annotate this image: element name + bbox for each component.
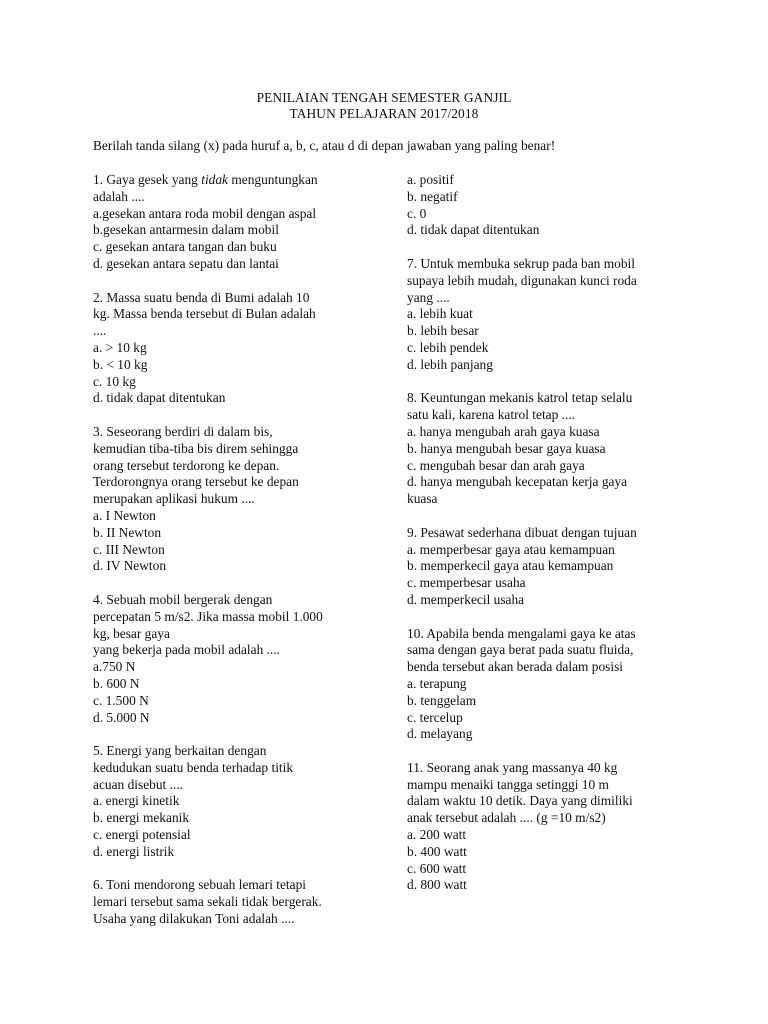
answer-option: c. 10 kg [93,373,136,389]
answer-option: d. 800 watt [407,877,467,893]
question-block [407,525,707,609]
question-block [93,743,393,861]
answer-option: d. IV Newton [93,558,167,574]
question-text-line: 2. Massa suatu benda di Bumi adalah 10 [93,289,310,305]
answer-option: d. tidak dapat ditentukan [93,390,226,406]
answer-option: d. energi listrik [93,843,175,859]
answer-option: b. 400 watt [407,843,467,859]
question-text-line: percepatan 5 m/s2. Jika massa mobil 1.000 [93,608,323,624]
answer-option: c. gesekan antara tangan dan buku [93,239,277,255]
block-spacer [93,273,393,290]
answer-option: b. hanya mengubah besar gaya kuasa [407,440,606,456]
answer-option: c. energi potensial [93,827,191,843]
question-block [93,424,393,575]
question-text-line: benda tersebut akan berada dalam posisi [407,659,624,675]
question-text-line: satu kali, karena katrol tetap .... [407,407,576,423]
question-text-line: 8. Keuntungan mekanis katrol tetap selalu [407,390,633,406]
question-block [407,172,707,239]
question-text-line: anak tersebut adalah .... (g =10 m/s2) [407,810,606,826]
answer-option: d. gesekan antara sepatu dan lantai [93,255,279,271]
question-text-line: kemudian tiba-tiba bis direm sehingga [93,440,299,456]
block-spacer [93,575,393,592]
question-text-line: yang bekerja pada mobil adalah .... [93,642,281,658]
question-block [407,256,707,374]
page-title: PENILAIAN TENGAH SEMESTER GANJIL [256,90,512,105]
answer-option: b. < 10 kg [93,356,148,372]
answer-option: c. mengubah besar dan arah gaya [407,457,585,473]
answer-option: d. melayang [407,726,473,742]
question-text-line: 11. Seorang anak yang massanya 40 kg [407,759,618,775]
block-spacer [93,407,393,424]
answer-option: a. > 10 kg [93,339,147,355]
block-spacer [407,609,707,626]
answer-option: d. memperkecil usaha [407,591,525,607]
question-text-line: kg, besar gaya [93,625,170,641]
answer-option: d. lebih panjang [407,356,493,372]
question-text-line: orang tersebut terdorong ke depan. [93,457,280,473]
block-spacer [407,374,707,391]
question-block [93,592,393,726]
answer-option: a. energi kinetik [93,793,180,809]
answer-option: b. energi mekanik [93,810,190,826]
question-block [93,290,393,408]
answer-option: c. 1.500 N [93,692,149,708]
question-block [407,760,707,894]
answer-option: c. lebih pendek [407,339,489,355]
question-block [93,172,393,273]
question-text-line: kuasa [407,491,438,507]
question-text-line: 9. Pesawat sederhana dibuat dengan tujuan [407,524,637,540]
question-text-line: 4. Sebuah mobil bergerak dengan [93,591,273,607]
question-text-line: mampu menaiki tangga setinggi 10 m [407,776,609,792]
answer-option: a. positif [407,172,454,187]
answer-option: d. hanya mengubah kecepatan kerja gaya [407,474,628,490]
answer-option: b. 600 N [93,675,140,691]
question-text-line: 10. Apabila benda mengalami gaya ke atas [407,625,636,641]
answer-option: a. memperbesar gaya atau kemampuan [407,541,615,557]
answer-option: b. II Newton [93,524,162,540]
answer-option: c. 0 [407,205,427,221]
answer-option: a. terapung [407,675,467,691]
question-text-line: acuan disebut .... [93,776,183,792]
answer-option: a. 200 watt [407,827,467,843]
answer-option: b. lebih besar [407,323,479,339]
question-text-line: .... [93,323,107,339]
question-text-line: Terdorongnya orang tersebut ke depan [93,474,299,490]
block-spacer [93,726,393,743]
block-spacer [407,743,707,760]
answer-option: c. III Newton [93,541,165,557]
question-text-line: sama dengan gaya berat pada suatu fluida, [407,642,634,658]
question-text-line: dalam waktu 10 detik. Daya yang dimiliki [407,793,633,809]
answer-option: b.gesekan antarmesin dalam mobil [93,222,279,238]
question-text-line: 5. Energi yang berkaitan dengan [93,743,267,759]
answer-option: b. negatif [407,188,458,204]
question-text-line: lemari tersebut sama sekali tidak bergerak. [93,894,322,910]
answer-option: a. I Newton [93,507,156,523]
question-text-line: adalah .... [93,188,145,204]
answer-option: c. memperbesar usaha [407,575,526,591]
right-question-column [407,172,707,894]
question-text-line: 6. Toni mendorong sebuah lemari tetapi [93,877,307,893]
answer-option: c. tercelup [407,709,463,725]
emphasis: tidak [201,172,228,187]
question-block [407,626,707,744]
answer-option: b. tenggelam [407,692,477,708]
answer-option: a. lebih kuat [407,306,473,322]
question-text-line: Usaha yang dilakukan Toni adalah .... [93,911,295,927]
question-text-line: kedudukan suatu benda terhadap titik [93,759,294,775]
block-spacer [407,508,707,525]
answer-option: d. tidak dapat ditentukan [407,222,540,238]
answer-option: d. 5.000 N [93,709,150,725]
answer-option: a.gesekan antara roda mobil dengan aspal [93,205,317,221]
answer-option: a. hanya mengubah arah gaya kuasa [407,423,600,439]
block-spacer [407,239,707,256]
question-block [407,390,707,508]
question-block [93,877,393,927]
answer-option: b. memperkecil gaya atau kemampuan [407,558,614,574]
question-text-line: kg. Massa benda tersebut di Bulan adalah [93,306,316,322]
answer-option: a.750 N [93,659,136,675]
answer-option: c. 600 watt [407,860,467,876]
question-text-line: merupakan aplikasi hukum .... [93,491,255,507]
question-text-line: yang .... [407,289,450,305]
question-text-line: supaya lebih mudah, digunakan kunci roda [407,272,637,288]
instruction-text: Berilah tanda silang (x) pada huruf a, b, c, atau d di depan jawaban yang paling benar! [93,138,556,153]
question-text-line: 1. Gaya gesek yang tidak menguntungkan [93,172,318,187]
page-subtitle: TAHUN PELAJARAN 2017/2018 [289,106,479,121]
left-question-column [93,172,393,928]
block-spacer [93,861,393,878]
question-text-line: 7. Untuk membuka sekrup pada ban mobil [407,255,635,271]
question-text-line: 3. Seseorang berdiri di dalam bis, [93,423,273,439]
